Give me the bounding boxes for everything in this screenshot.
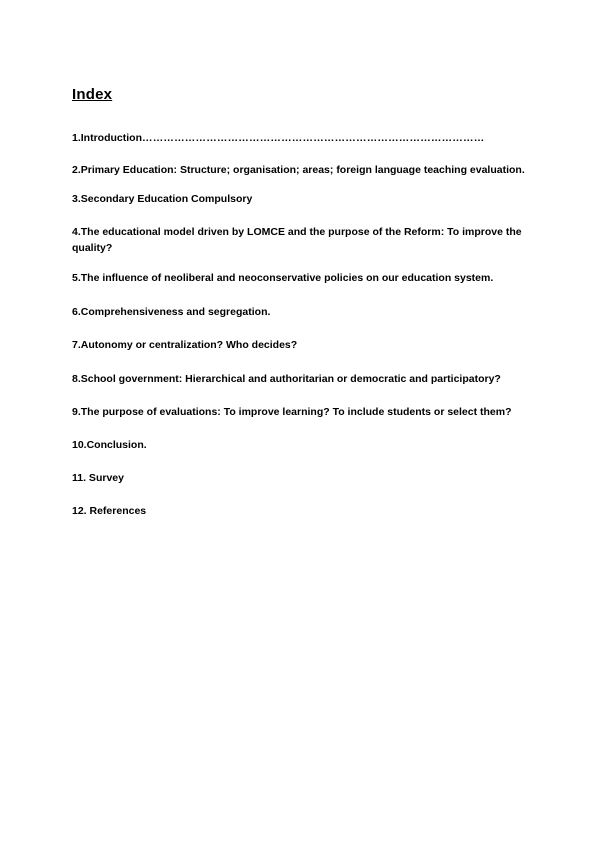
index-entry-autonomy <box>72 337 532 353</box>
index-entry-conclusion <box>72 437 532 453</box>
index-entry-text: 9.The purpose of evaluations: To improve learning? To include students or select them? <box>72 406 512 418</box>
index-entry-text: 8.School government: Hierarchical and authoritarian or democratic and participatory? <box>72 373 501 385</box>
index-entry-references <box>72 503 532 519</box>
index-entry-neoliberal-policies <box>72 270 532 286</box>
index-entry-introduction <box>72 130 532 146</box>
index-entry-text: 6.Comprehensiveness and segregation. <box>72 306 271 318</box>
index-entry-text: 1.Introduction <box>72 132 142 144</box>
index-entry-school-government <box>72 371 532 387</box>
index-entry-text: 7.Autonomy or centralization? Who decides? <box>72 339 298 351</box>
index-entry-text: 2.Primary Education: Structure; organisation; areas; foreign language teaching evaluation. <box>72 164 525 176</box>
index-entry-text: 3.Secondary Education Compulsory <box>72 193 253 205</box>
index-entry-text: 5.The influence of neoliberal and neoconservative policies on our education system. <box>72 272 494 284</box>
index-entry-text: 12. References <box>72 505 147 517</box>
index-entry-text: 10.Conclusion. <box>72 439 147 451</box>
index-title: Index <box>72 86 113 103</box>
index-entry-survey <box>72 470 532 486</box>
index-entry-educational-model <box>72 224 532 256</box>
index-entry-comprehensiveness <box>72 304 532 320</box>
index-entry-secondary-education <box>72 191 532 207</box>
index-entry-text: 4.The educational model driven by LOMCE and the purpose of the Reform: To improve the quality? <box>72 226 522 254</box>
index-entry-text: 11. Survey <box>72 472 124 484</box>
dot-leader: …………………………………………………………………………………… <box>142 132 485 144</box>
index-entry-primary-education <box>72 162 532 178</box>
index-entry-evaluations <box>72 404 532 420</box>
